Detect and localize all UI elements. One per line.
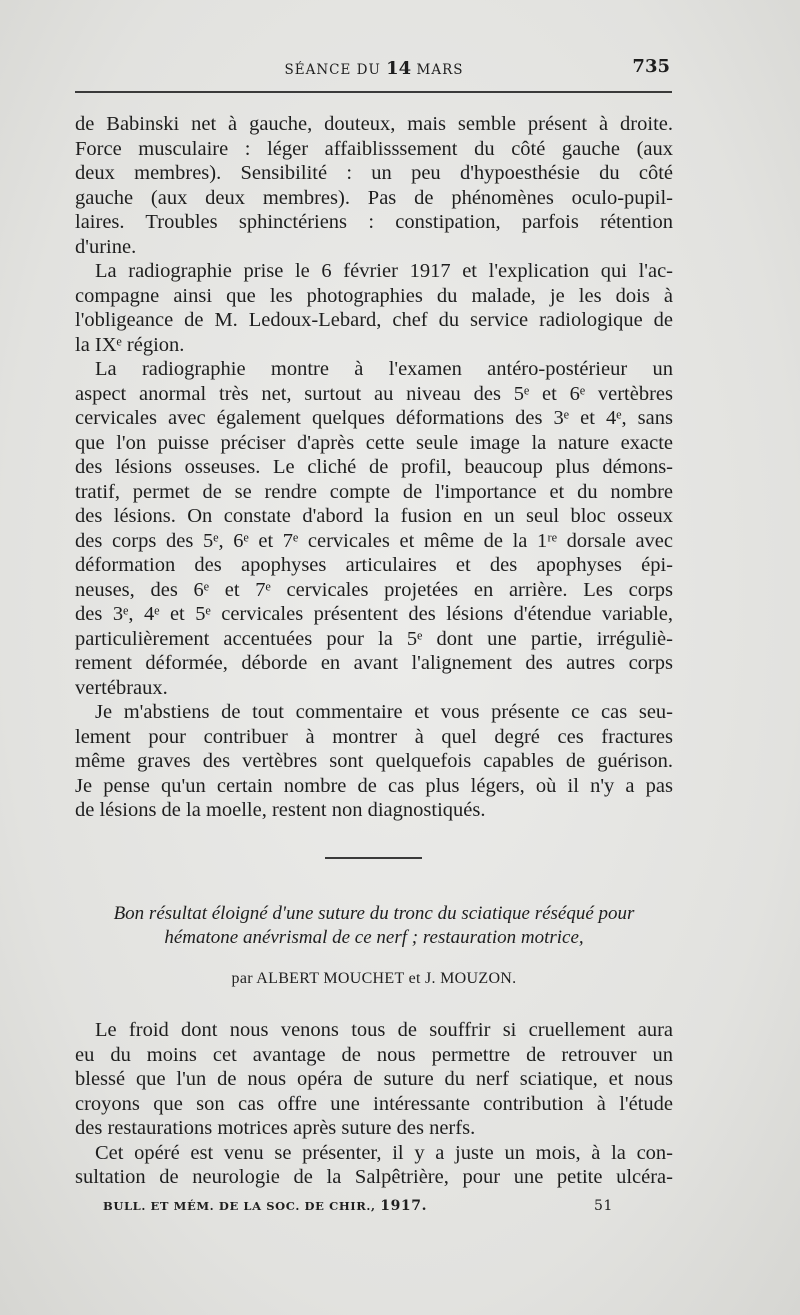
text-line: des 3ᵉ, 4ᵉ et 5ᵉ cervicales présentent des lésions d'étendue variable, bbox=[75, 603, 673, 625]
text-line: particulièrement accentuées pour la 5ᵉ dont une partie, irréguliè- bbox=[75, 627, 673, 650]
text-line: déformation des apophyses articulaires et des apophyses épi- bbox=[75, 554, 673, 576]
article-authors: par ALBERT MOUCHET et J. MOUZON. bbox=[231, 970, 517, 987]
text-line: rement déformée, déborde en avant l'alignement des autres corps bbox=[75, 652, 673, 674]
text-line: La radiographie montre à l'examen antéro-postérieur un bbox=[95, 358, 673, 380]
text-line: cervicales avec également quelques déformations des 3ᵉ et 4ᵉ, sans bbox=[75, 407, 673, 429]
text-line: des lésions osseuses. Le cliché de profil, beaucoup plus démons- bbox=[75, 456, 673, 478]
text-line: Force musculaire : léger affaiblisssement du côté gauche (aux bbox=[75, 137, 673, 160]
running-header bbox=[75, 56, 673, 80]
footer-signature: 51 bbox=[593, 1198, 613, 1214]
text-line: blessé que l'un de nous opéra de suture du nerf sciatique, et nous bbox=[75, 1068, 673, 1090]
text-line: des corps des 5ᵉ, 6ᵉ et 7ᵉ cervicales et même de la 1ʳᵉ dorsale avec bbox=[75, 529, 673, 552]
text-line: de lésions de la moelle, restent non diagnostiqués. bbox=[75, 799, 486, 821]
text-line: eu du moins cet avantage de nous permettre de retrouver un bbox=[75, 1043, 673, 1066]
text-line: même graves des vertèbres sont quelquefois capables de guérison. bbox=[75, 750, 673, 772]
article-title bbox=[75, 902, 673, 950]
text-line: croyons que son cas offre une intéressante contribution à l'étude bbox=[75, 1092, 673, 1115]
text-line: laires. Troubles sphinctériens : constipation, parfois rétention bbox=[75, 211, 673, 233]
body-text-article bbox=[75, 1018, 673, 1190]
article-title-line: Bon résultat éloigné d'une suture du tronc du sciatique réséqué pour bbox=[113, 903, 635, 924]
text-line: l'obligeance de M. Ledoux-Lebard, chef du service radiologique de bbox=[75, 309, 673, 331]
text-line: aspect anormal très net, surtout au niveau des 5ᵉ et 6ᵉ vertèbres bbox=[75, 382, 673, 405]
text-line: des restaurations motrices après suture des nerfs. bbox=[75, 1117, 476, 1139]
text-line: tratif, permet de se rendre compte de l'importance et du nombre bbox=[75, 480, 673, 503]
running-head bbox=[75, 58, 673, 79]
text-line: deux membres). Sensibilité : un peu d'hypoesthésie du côté bbox=[75, 162, 673, 184]
text-line: vertébraux. bbox=[75, 676, 168, 699]
header-rule bbox=[75, 91, 672, 93]
footer-year: 1917. bbox=[380, 1198, 428, 1214]
text-line: de Babinski net à gauche, douteux, mais semble présent à droite. bbox=[75, 113, 673, 135]
page-number: 735 bbox=[632, 56, 670, 77]
section-separator bbox=[325, 857, 422, 859]
text-line: Le froid dont nous venons tous de souffrir si cruellement aura bbox=[95, 1019, 673, 1041]
text-line: des lésions. On constate d'abord la fusion en un seul bloc osseux bbox=[75, 505, 673, 527]
footer-journal-name: BULL. ET MÉM. DE LA SOC. DE CHIR., bbox=[103, 1199, 376, 1213]
running-head-day: 14 bbox=[386, 58, 412, 79]
text-line: la IXᵉ région. bbox=[75, 333, 185, 356]
text-line: Je pense qu'un certain nombre de cas plus légers, où il n'y a pas bbox=[75, 774, 673, 797]
text-line: que l'on puisse préciser d'après cette seule image la nature exacte bbox=[75, 431, 673, 454]
running-head-month: MARS bbox=[416, 62, 464, 78]
text-line: gauche (aux deux membres). Pas de phénomènes oculo-pupil- bbox=[75, 186, 673, 209]
text-line: Je m'abstiens de tout commentaire et vous présente ce cas seu- bbox=[95, 701, 673, 723]
text-line: neuses, des 6ᵉ et 7ᵉ cervicales projetées en arrière. Les corps bbox=[75, 578, 673, 601]
text-line: d'urine. bbox=[75, 235, 137, 258]
running-head-prefix: SÉANCE DU bbox=[284, 62, 381, 78]
text-line: La radiographie prise le 6 février 1917 et l'explication qui l'ac- bbox=[95, 260, 673, 282]
body-text-continued bbox=[75, 112, 673, 823]
footer-journal bbox=[103, 1198, 427, 1214]
text-line: Cet opéré est venu se présenter, il y a juste un mois, à la con- bbox=[95, 1141, 673, 1164]
text-line: lement pour contribuer à montrer à quel degré ces fractures bbox=[75, 725, 673, 748]
text-line: compagne ainsi que les photographies du malade, je les dois à bbox=[75, 284, 673, 307]
article-title-line: hématone anévrismal de ce nerf ; restauration motrice, bbox=[164, 927, 584, 948]
text-line: sultation de neurologie de la Salpêtrière, pour une petite ulcéra- bbox=[75, 1166, 673, 1188]
